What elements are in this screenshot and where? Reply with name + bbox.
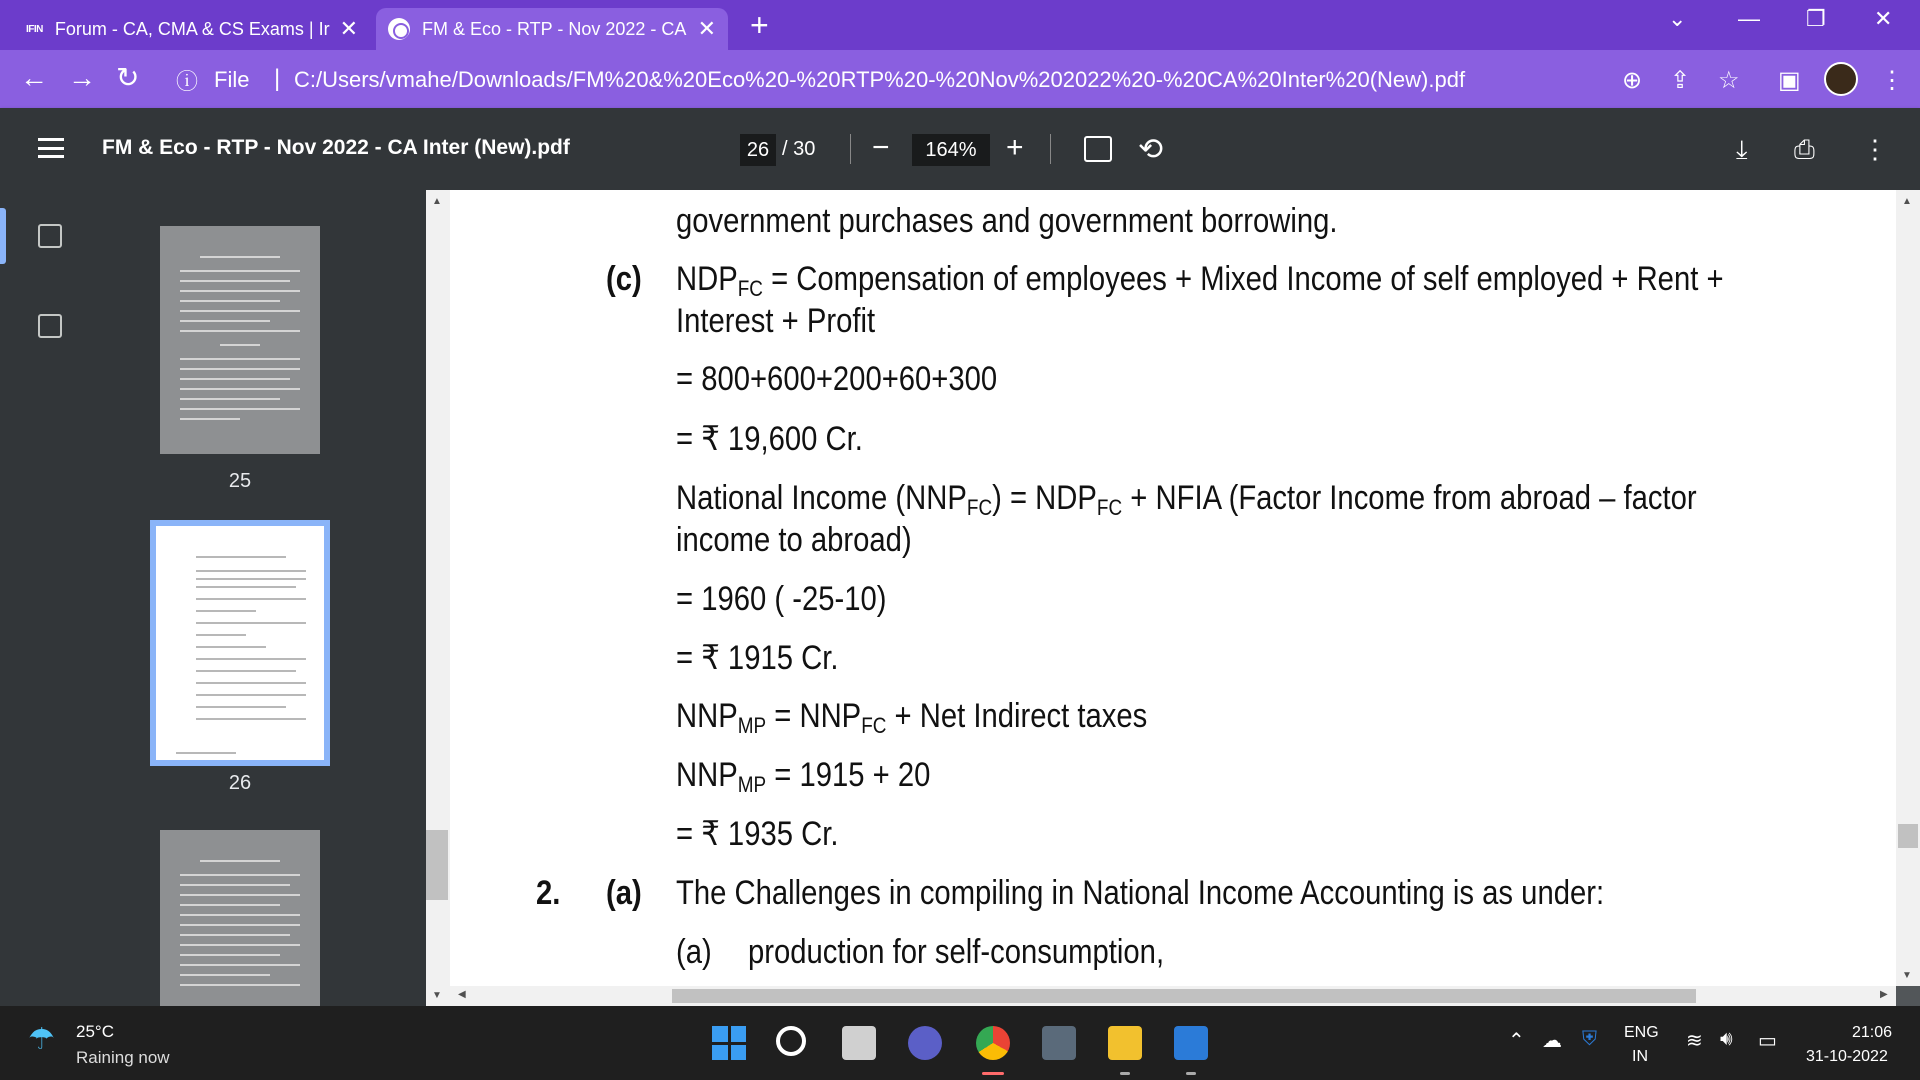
outline-view-icon[interactable] [38, 314, 62, 338]
ifin-favicon-icon: IFIN [26, 23, 43, 35]
pdf-toolbar [0, 108, 1920, 190]
search-icon[interactable] [776, 1026, 806, 1056]
thumbnails-view-icon[interactable] [38, 224, 62, 248]
menu-hamburger-icon[interactable] [38, 138, 64, 158]
task-view-icon[interactable] [842, 1026, 876, 1060]
page-total: / 30 [782, 138, 816, 160]
horizontal-scrollbar[interactable] [450, 986, 1896, 1006]
text-span: National Income (NNP [676, 479, 967, 517]
region-indicator[interactable]: IN [1632, 1048, 1648, 1065]
forward-icon[interactable]: → [68, 62, 96, 93]
page-number-input[interactable]: 26 [740, 134, 776, 166]
url-text[interactable]: C:/Users/vmahe/Downloads/FM%20&%20Eco%20-%20RTP%20-%20Nov%202022%20-%20CA%20Inter%20(New).pdf [294, 67, 1466, 92]
close-icon[interactable]: ✕ [697, 16, 716, 41]
volume-icon[interactable]: 🔊︎ [1720, 1028, 1733, 1050]
info-icon[interactable]: ⓘ [176, 69, 199, 94]
clock-time[interactable]: 21:06 [1852, 1024, 1893, 1041]
tab-pdf[interactable] [376, 8, 728, 50]
text-line: income to abroad) [676, 521, 912, 559]
text-span: + Net Indirect taxes [886, 697, 1148, 735]
text-span: NNP [676, 697, 738, 735]
text-span: = 1915 + 20 [766, 756, 931, 794]
part-label: (c) [606, 260, 642, 298]
chrome-icon[interactable] [976, 1026, 1010, 1060]
page-thumbnail[interactable] [160, 226, 320, 454]
list-item-label: (a) [676, 933, 712, 971]
back-icon[interactable]: ← [20, 62, 48, 93]
question-number: 2. [536, 874, 561, 912]
meet-icon[interactable] [908, 1026, 942, 1060]
subscript: MP [737, 772, 767, 797]
divider [1050, 134, 1051, 164]
new-tab-button[interactable]: + [750, 7, 769, 43]
file-label: File [214, 67, 250, 92]
running-indicator [982, 1072, 1004, 1075]
bookmark-star-icon[interactable]: ☆ [1718, 67, 1740, 94]
tab-search-icon[interactable]: ⌄ [1668, 6, 1687, 31]
close-icon[interactable]: ✕ [339, 16, 358, 41]
taskbar [0, 1006, 1920, 1080]
pdf-page [450, 190, 1896, 986]
question-text: The Challenges in compiling in National Income Accounting is as under: [676, 874, 1605, 912]
browser-toolbar [0, 50, 1920, 108]
text-line: Interest + Profit [676, 302, 876, 340]
tab-title: Forum - CA, CMA & CS Exams | Ir [54, 18, 330, 39]
scroll-right-icon[interactable]: ▶ [1880, 989, 1888, 1000]
menu-icon[interactable]: ⋮ [1880, 67, 1904, 94]
clock-date[interactable]: 31-10-2022 [1806, 1048, 1888, 1065]
zoom-level-input[interactable]: 164% [912, 134, 990, 166]
running-indicator [1186, 1072, 1196, 1075]
text-span: = NNP [766, 697, 862, 735]
text-span: NNP [676, 756, 738, 794]
page-thumbnail-number: 26 [228, 772, 252, 794]
zoom-icon[interactable]: ⊕ [1622, 67, 1643, 94]
page-thumbnail-selected[interactable] [150, 520, 330, 766]
list-item-text: production for self-consumption, [748, 933, 1165, 971]
file-explorer-icon[interactable] [1108, 1026, 1142, 1060]
nnp-formula [676, 697, 1147, 739]
scroll-up-icon[interactable]: ▲ [432, 196, 442, 207]
more-options-icon[interactable]: ⋮ [1862, 134, 1888, 164]
scrollbar-thumb[interactable] [426, 830, 448, 900]
security-shield-icon[interactable]: ⛨ [1582, 1028, 1597, 1050]
calculation-line: = 1960 ( -25-10) [676, 580, 887, 618]
window-close-icon[interactable]: ✕ [1874, 6, 1893, 31]
wifi-icon[interactable]: ≋ [1686, 1030, 1703, 1052]
text-span: = Compensation of employees + Mixed Income of self employed + Rent + [762, 260, 1724, 298]
weather-rain-icon[interactable]: ☂ [28, 1023, 55, 1056]
subscript: FC [966, 495, 993, 520]
scroll-up-icon[interactable]: ▲ [1902, 196, 1912, 207]
weather-description[interactable]: Raining now [76, 1048, 170, 1067]
divider: | [274, 65, 281, 92]
zoom-in-button[interactable]: + [1006, 131, 1024, 164]
print-icon[interactable]: ⎙ [1794, 134, 1815, 164]
calculation-line: = ₹ 1915 Cr. [676, 639, 839, 677]
scroll-down-icon[interactable]: ▼ [1902, 970, 1912, 981]
share-icon[interactable]: ⇪ [1670, 67, 1691, 94]
zoom-out-button[interactable]: − [872, 131, 890, 164]
text-span: NDP [676, 260, 738, 298]
active-indicator [0, 208, 6, 264]
subscript: MP [737, 713, 767, 738]
tab-title: FM & Eco - RTP - Nov 2022 - CA [422, 18, 687, 39]
page-thumbnail[interactable] [160, 830, 320, 1006]
calculation-line: = ₹ 19,600 Cr. [676, 420, 863, 458]
document-title: FM & Eco - RTP - Nov 2022 - CA Inter (New).pdf [102, 136, 570, 159]
cloud-sync-icon[interactable]: ☁ [1542, 1030, 1562, 1052]
rotate-icon[interactable]: ⟲ [1138, 133, 1164, 166]
sidebar-scrollbar[interactable] [426, 190, 450, 1006]
ndp-formula [676, 260, 1724, 302]
restore-icon[interactable]: ❐ [1806, 6, 1826, 31]
subscript: FC [1096, 495, 1123, 520]
thumbnail-sidebar [0, 190, 428, 1006]
part-label: (a) [606, 874, 642, 912]
subscript: FC [737, 276, 763, 301]
scrollbar-thumb[interactable] [672, 989, 1696, 1003]
weather-temperature[interactable]: 25°C [76, 1022, 114, 1041]
calculation-line: = ₹ 1935 Cr. [676, 815, 839, 853]
nnp-calculation [676, 756, 930, 798]
start-icon[interactable] [712, 1026, 746, 1060]
photos-icon[interactable] [1174, 1026, 1208, 1060]
battery-icon[interactable]: ▭ [1758, 1030, 1777, 1052]
download-icon[interactable]: ⤓ [1736, 134, 1748, 164]
language-indicator[interactable]: ENG [1624, 1024, 1659, 1041]
text-span: ) = NDP [992, 479, 1097, 517]
subscript: FC [861, 713, 887, 738]
national-income-formula [676, 479, 1697, 521]
globe-icon [388, 18, 410, 40]
running-indicator [1120, 1072, 1130, 1075]
fit-to-page-icon[interactable] [1084, 136, 1112, 162]
tab-forum[interactable] [14, 8, 370, 50]
document-scrollbar[interactable] [1896, 190, 1920, 986]
calculation-line: = 800+600+200+60+300 [676, 360, 998, 398]
chevron-up-icon[interactable]: ⌃ [1508, 1030, 1525, 1052]
minimize-icon[interactable]: — [1738, 6, 1760, 31]
tab-strip [0, 0, 1920, 50]
page-thumbnail-number: 25 [228, 470, 252, 492]
scrollbar-thumb[interactable] [1898, 824, 1918, 848]
text-line: government purchases and government borrowing. [676, 202, 1338, 240]
side-panel-icon[interactable]: ▣ [1778, 67, 1801, 94]
calculator-icon[interactable] [1042, 1026, 1076, 1060]
text-span: + NFIA (Factor Income from abroad – factor [1122, 479, 1697, 517]
avatar[interactable] [1824, 62, 1858, 96]
scroll-left-icon[interactable]: ◀ [458, 989, 466, 1000]
reload-icon[interactable]: ↻ [116, 62, 140, 93]
scroll-down-icon[interactable]: ▼ [432, 990, 442, 1001]
divider [850, 134, 851, 164]
